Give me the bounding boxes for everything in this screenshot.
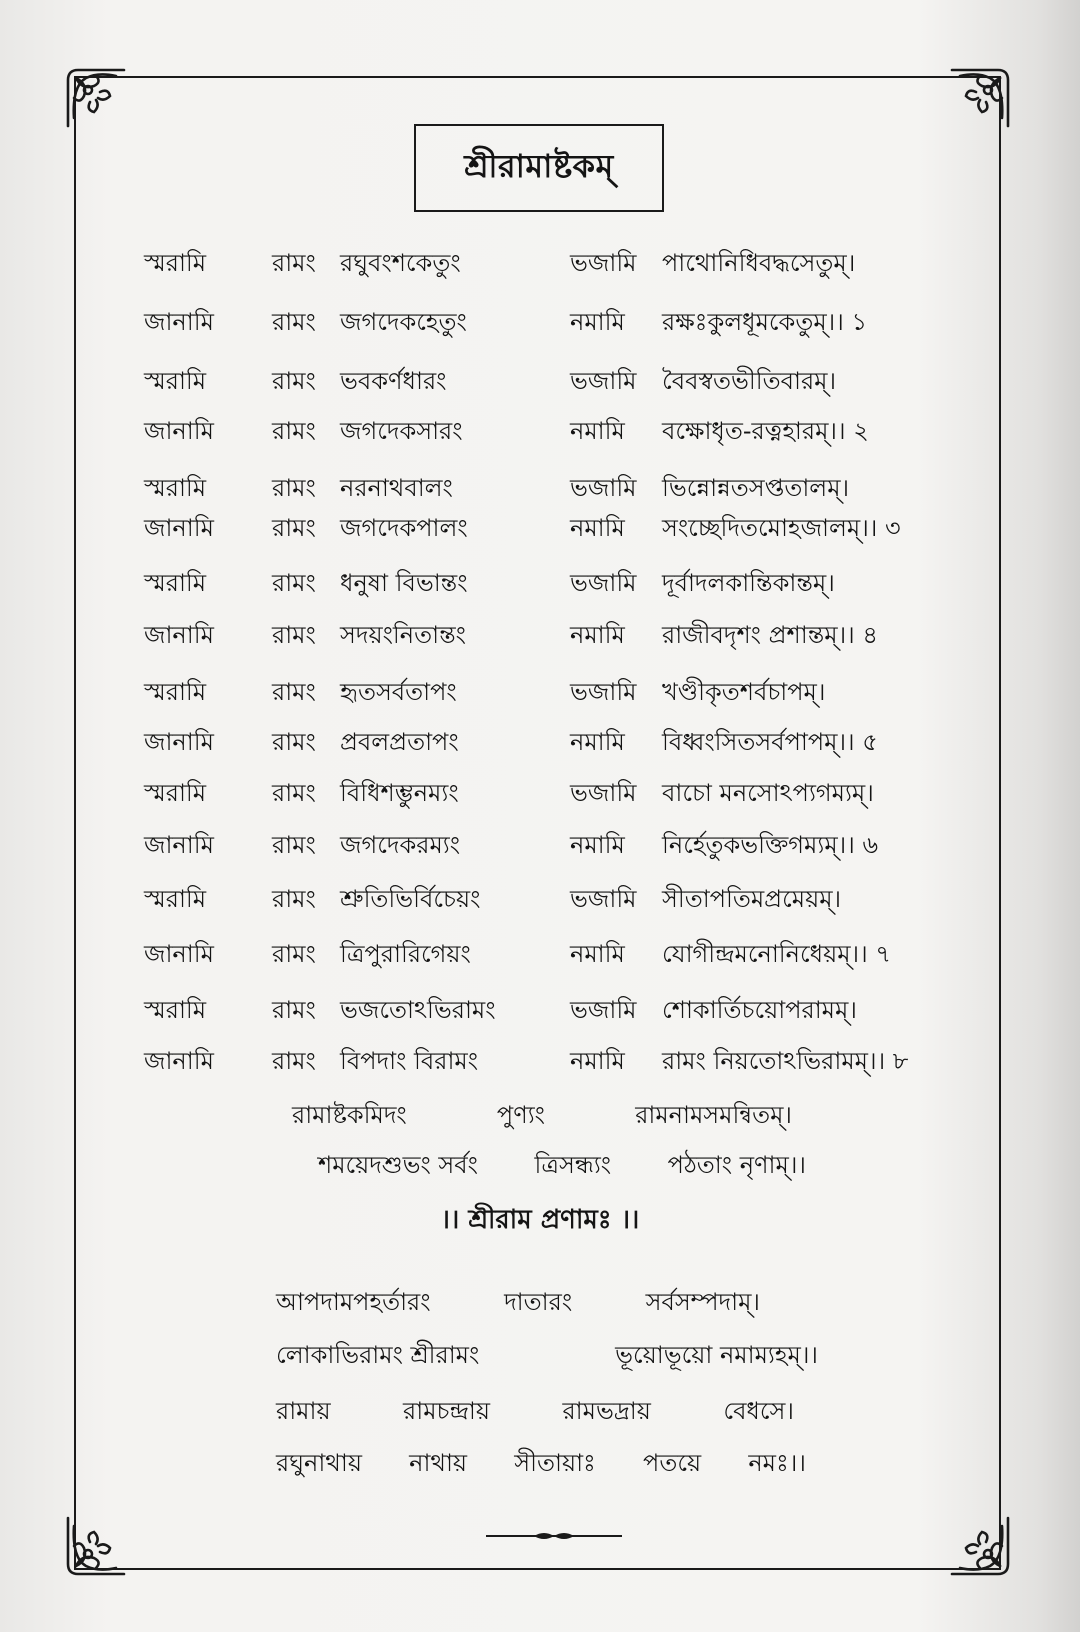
verse-word: জানামি	[144, 728, 214, 756]
section-heading: ।। শ্রীরাম প্রণামঃ ।।	[440, 1205, 640, 1235]
verse-word: জানামি	[144, 831, 214, 859]
verse-word: বক্ষোধৃত-রত্নহারম্।। ২	[662, 417, 869, 445]
pranam-word: নাথায়	[409, 1449, 468, 1477]
verse-word: রাজীবদৃশং প্রশান্তম্।। ৪	[662, 621, 878, 649]
verse-word: জগদেকসারং	[340, 417, 463, 445]
verse-word: রামং	[272, 996, 316, 1024]
verse-word: রামং নিয়তোঽভিরামম্।। ৮	[662, 1047, 909, 1075]
verse-word: বৈবস্বতভীতিবারম্।	[662, 367, 837, 395]
verse-word: জগদেকহেতুং	[340, 308, 467, 336]
verse-word: রামং	[272, 474, 316, 502]
pranam-word: লোকাভিরামং শ্রীরামং	[276, 1341, 480, 1369]
verse-word: রামং	[272, 569, 316, 597]
verse-word: স্মরামি	[144, 569, 207, 597]
verse-word: স্মরামি	[144, 474, 207, 502]
verse-word: বিধ্বংসিতসর্বপাপম্।। ৫	[662, 728, 878, 756]
pranam-word: দাতারং	[504, 1288, 573, 1316]
verse-word: প্রবলপ্রতাপং	[340, 728, 459, 756]
phala-word: পঠতাং নৃণাম্।।	[667, 1151, 806, 1179]
verse-word: নির্হেতুকভক্তিগম্যম্।। ৬	[662, 831, 879, 859]
verse-word: জানামি	[144, 940, 214, 968]
verse-word: রামং	[272, 779, 316, 807]
pranam-line	[276, 1284, 760, 1320]
phala-word: শময়েদশুভং সর্বং	[318, 1151, 478, 1179]
verse-word: রঘুবংশকেতুং	[340, 249, 461, 277]
verse-word: ভজামি	[570, 779, 637, 807]
pranam-word: সর্বসম্পদাম্।	[645, 1288, 760, 1316]
pranam-word: রামচন্দ্রায়	[403, 1397, 490, 1425]
phala-word: রামাষ্টকমিদং	[292, 1101, 407, 1129]
verse-word: জানামি	[144, 621, 214, 649]
phala-line	[318, 1147, 806, 1183]
divider-ornament-icon	[484, 1529, 624, 1543]
verse-word: দূর্বাদলকান্তিকান্তম্।	[662, 569, 835, 597]
verse-word: রামং	[272, 417, 316, 445]
corner-ornament-icon	[64, 1514, 128, 1578]
verse-word: নমামি	[570, 308, 625, 336]
pranam-word: সীতায়াঃ	[514, 1449, 596, 1477]
verse-word: স্মরামি	[144, 885, 207, 913]
pranam-line	[276, 1445, 806, 1481]
verse-word: ভজামি	[570, 885, 637, 913]
verse-word: ত্রিপুরারিগেয়ং	[340, 940, 471, 968]
pranam-word: পতয়ে	[643, 1449, 702, 1477]
verse-word: ভজামি	[570, 996, 637, 1024]
pranam-word: রামভদ্রায়	[562, 1397, 651, 1425]
verse-word: স্মরামি	[144, 678, 207, 706]
verse-word: রামং	[272, 728, 316, 756]
verse-word: রামং	[272, 831, 316, 859]
verse-word: বিপদাং বিরামং	[340, 1047, 479, 1075]
verse-word: ভিন্নোন্নতসপ্ততালম্।	[662, 474, 850, 502]
title-box	[414, 124, 664, 212]
verse-word: ভজামি	[570, 569, 637, 597]
verse-word: ভজামি	[570, 249, 637, 277]
phala-word: ত্রিসন্ধ্যং	[534, 1151, 612, 1179]
pranam-word: রামায়	[276, 1397, 331, 1425]
verse-word: জানামি	[144, 514, 214, 542]
verse-word: ভবকর্ণধারং	[340, 367, 447, 395]
verse-word: রামং	[272, 940, 316, 968]
verse-word: ভজামি	[570, 678, 637, 706]
phala-word: রামনামসমন্বিতম্।	[635, 1101, 792, 1129]
verse-word: নমামি	[570, 417, 625, 445]
verse-word: জগদেকপালং	[340, 514, 468, 542]
pranam-word: আপদামপহর্তারং	[276, 1288, 431, 1316]
page-title: শ্রীরামাষ্টকম্	[464, 147, 614, 185]
verse-word: স্মরামি	[144, 996, 207, 1024]
verse-word: রামং	[272, 1047, 316, 1075]
verse-word: ভজতোঽভিরামং	[340, 996, 496, 1024]
verse-word: সীতাপতিমপ্রমেয়ম্।	[662, 885, 842, 913]
verse-word: খণ্ডীকৃতশর্বচাপম্।	[662, 678, 826, 706]
pranam-word: রঘুনাথায়	[276, 1449, 362, 1477]
verse-word: জগদেকরম্যং	[340, 831, 461, 859]
phala-line	[292, 1097, 792, 1133]
corner-ornament-icon	[948, 66, 1012, 130]
verse-word: পাথোনিধিবদ্ধসেতুম্।	[662, 249, 856, 277]
verse-word: বাচো মনসোঽপ্যগম্যম্।	[662, 779, 874, 807]
verse-word: নমামি	[570, 831, 625, 859]
pranam-word: নমঃ।।	[748, 1449, 806, 1477]
verse-word: রামং	[272, 678, 316, 706]
verse-word: ভজামি	[570, 367, 637, 395]
verse-word: রামং	[272, 885, 316, 913]
verse-word: নমামি	[570, 940, 625, 968]
verse-word: সংচ্ছেদিতমোহজালম্।। ৩	[662, 514, 901, 542]
pranam-line	[276, 1393, 794, 1429]
verse-word: রামং	[272, 367, 316, 395]
verse-word: হৃতসর্বতাপং	[340, 678, 457, 706]
verse-word: রক্ষঃকুলধূমকেতুম্।। ১	[662, 308, 868, 336]
verse-word: রামং	[272, 308, 316, 336]
verse-word: স্মরামি	[144, 779, 207, 807]
phala-word: পুণ্যং	[496, 1101, 546, 1129]
corner-ornament-icon	[64, 66, 128, 130]
corner-ornament-icon	[948, 1514, 1012, 1578]
verse-word: ধনুষা বিভান্তং	[340, 569, 468, 597]
verse-word: সদয়ংনিতান্তং	[340, 621, 466, 649]
verse-word: যোগীন্দ্রমনোনিধেয়ম্।। ৭	[662, 940, 891, 968]
pranam-word: ভূয়োভূয়ো নমাম্যহম্।।	[615, 1341, 818, 1369]
verse-word: স্মরামি	[144, 249, 207, 277]
verse-word: নমামি	[570, 621, 625, 649]
verse-word: নমামি	[570, 728, 625, 756]
verse-word: ভজামি	[570, 474, 637, 502]
verse-word: জানামি	[144, 308, 214, 336]
verse-word: শোকার্তিচয়োপরামম্।	[662, 996, 857, 1024]
verse-word: শ্রুতিভির্বিচেয়ং	[340, 885, 481, 913]
pranam-line	[276, 1337, 818, 1373]
verse-word: নরনাথবালং	[340, 474, 453, 502]
verse-word: জানামি	[144, 1047, 214, 1075]
verse-word: জানামি	[144, 417, 214, 445]
verse-word: রামং	[272, 621, 316, 649]
pranam-word: বেধসে।	[723, 1397, 794, 1425]
verse-word: স্মরামি	[144, 367, 207, 395]
verse-word: রামং	[272, 249, 316, 277]
verse-word: নমামি	[570, 514, 625, 542]
verse-word: নমামি	[570, 1047, 625, 1075]
verse-word: রামং	[272, 514, 316, 542]
verse-word: বিধিশম্ভুনম্যং	[340, 779, 459, 807]
